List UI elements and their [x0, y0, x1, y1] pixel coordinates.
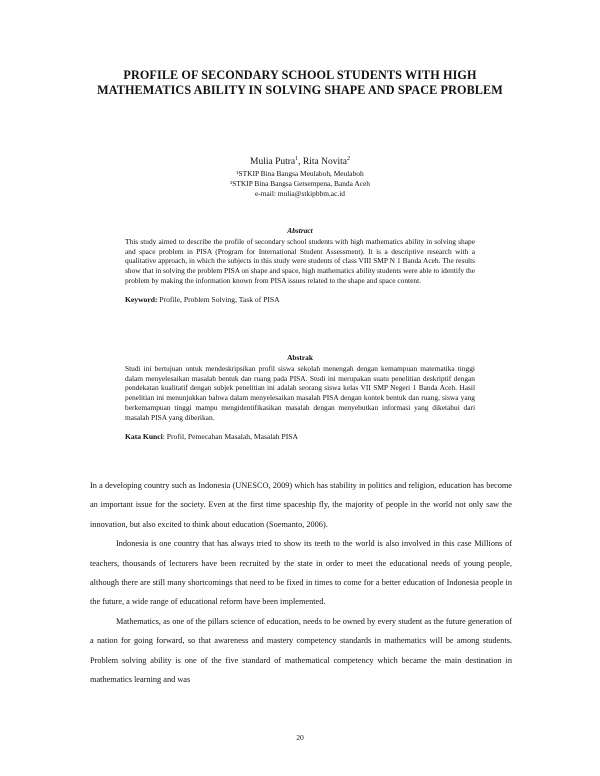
affiliations	[0, 169, 600, 199]
paragraph: In a developing country such as Indonesia (UNESCO, 2009) which has stability in politics and religion, education has become an important issue for the society. Even at the first time spaceship fly, the majority of people in the world not only saw the innovation, but also excited to think about education (Soemanto, 2006).	[90, 481, 512, 529]
abstract-heading: Abstract	[287, 226, 313, 235]
author-affiliation-mark: 1	[295, 156, 299, 162]
abstract-heading: Abstrak	[287, 353, 313, 362]
abstract-text: This study aimed to describe the profile of secondary school students with high mathematics ability in solving shape and space problem in PISA (Program for International Student Assessment). It is a descriptive research with a qualitative approach, in which the subjects in this study were students of class VIII SMP N 1 Banda Aceh. The results show that in solving the problem PISA on shape and space, high mathematics ability students were able to identify the problem by making the information known from PISA issues related to the shape and space content.	[125, 236, 475, 285]
keywords	[125, 432, 475, 442]
paper-title: PROFILE OF SECONDARY SCHOOL STUDENTS WITH HIGH MATHEMATICS ABILITY IN SOLVING SHAPE AND SPACE PROBLEM	[97, 68, 503, 97]
paragraph: Indonesia is one country that has always tried to show its teeth to the world is also involved in this case Millions of teachers, thousands of lecturers have been recruited by the state in order to meet the educational needs of young people, although there are still many shortcomings that need to be fixed in times to come for a better education of Indonesia people in the future, a wide range of educational reform have been implemented.	[90, 539, 512, 607]
author-name: Mulia Putra	[250, 157, 296, 168]
page-number: 20	[296, 733, 304, 742]
keywords	[125, 295, 475, 305]
author-line	[0, 153, 600, 168]
body-text	[90, 476, 512, 689]
abstract-indonesian	[125, 353, 475, 441]
author-separator: ,	[298, 157, 303, 168]
keywords-label: Keyword:	[125, 294, 158, 304]
abstract-text: Studi ini bertujuan untuk mendeskripsikan profil siswa sekolah menengah dengan kemampuan matematika tinggi dalam menyelesaikan masalah bentuk dan ruang pada PISA. Studi ini merupakan suatu penelitian deskriptif dengan pendekatan kualitatif dengan subjek penelitian ini adalah seorang siswa kelas VII SMP Negeri 1 Banda Aceh. Hasil penelitian ini menunjukkan bahwa dalam menyelesaikan masalah PISA dengan kontek bentuk dan ruang, siswa yang berkemampuan tinggi mampu mengidentifikasikan masalah dengan menyebutkan informasi yang diketahui dari masalah PISA yang diberikan.	[125, 363, 475, 422]
affiliation-line: ¹STKIP Bina Bangsa Meulaboh, Meulaboh	[236, 169, 364, 178]
author-name: Rita Novita	[302, 157, 347, 168]
abstract-english	[125, 226, 475, 305]
affiliation-line: ²STKIP Bina Bangsa Getsempena, Banda Aceh	[230, 179, 370, 188]
author-email: e-mail: mulia@stkipbbm.ac.id	[255, 189, 345, 198]
keywords-text: : Profil, Pemecahan Masalah, Masalah PISA	[162, 431, 298, 441]
author-affiliation-mark: 2	[346, 156, 350, 162]
keywords-text: Profile, Problem Solving, Task of PISA	[157, 294, 280, 304]
paragraph: Mathematics, as one of the pillars science of education, needs to be owned by every student as the future generation of a nation for going forward, so that awareness and mastery competency standards in mathematics will be among students. Problem solving ability is one of the five standard of mathematical competency which became the main destination in mathematics learning and was	[90, 616, 512, 685]
keywords-label: Kata Kunci	[125, 431, 163, 441]
